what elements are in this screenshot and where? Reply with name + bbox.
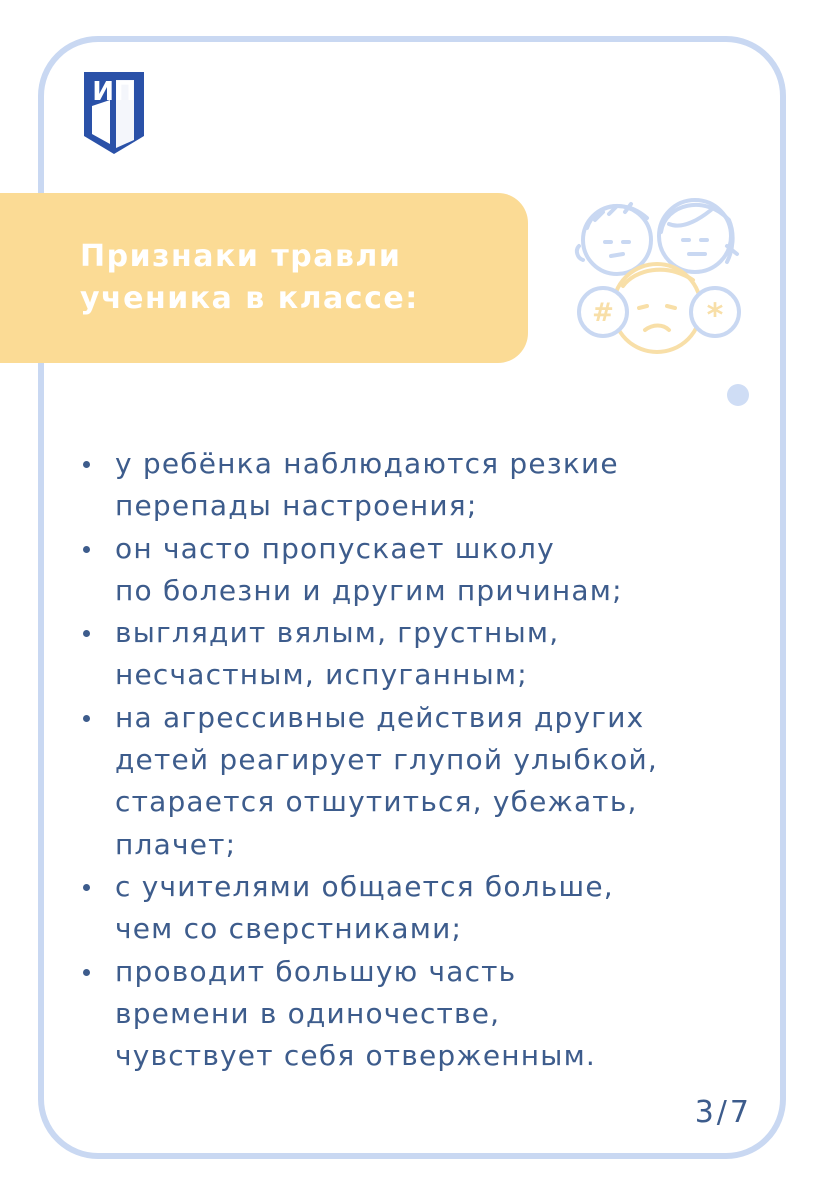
page-number: 3/7 — [694, 1095, 752, 1130]
publisher-logo-icon — [82, 70, 146, 156]
decorative-dot — [727, 384, 749, 406]
list-item: у ребёнка наблюдаются резкие перепады настроения; — [80, 443, 780, 528]
page-title: Признаки травли ученика в классе: — [80, 239, 419, 316]
children-bullying-icon — [565, 190, 750, 365]
logo-text: ИП — [92, 77, 136, 107]
list-item: на агрессивные действия других детей реагирует глупой улыбкой, старается отшутиться, убежать, плачет; — [80, 697, 780, 866]
hash-symbol: # — [592, 298, 614, 328]
asterisk-symbol: * — [706, 296, 724, 334]
list-item: выглядит вялым, грустным, несчастным, испуганным; — [80, 612, 780, 697]
list-item: с учителями общается больше, чем со сверстниками; — [80, 866, 780, 951]
list-item: проводит большую часть времени в одиночестве, чувствует себя отверженным. — [80, 951, 780, 1078]
list-item: он часто пропускает школу по болезни и другим причинам; — [80, 528, 780, 613]
signs-list — [80, 443, 780, 1077]
